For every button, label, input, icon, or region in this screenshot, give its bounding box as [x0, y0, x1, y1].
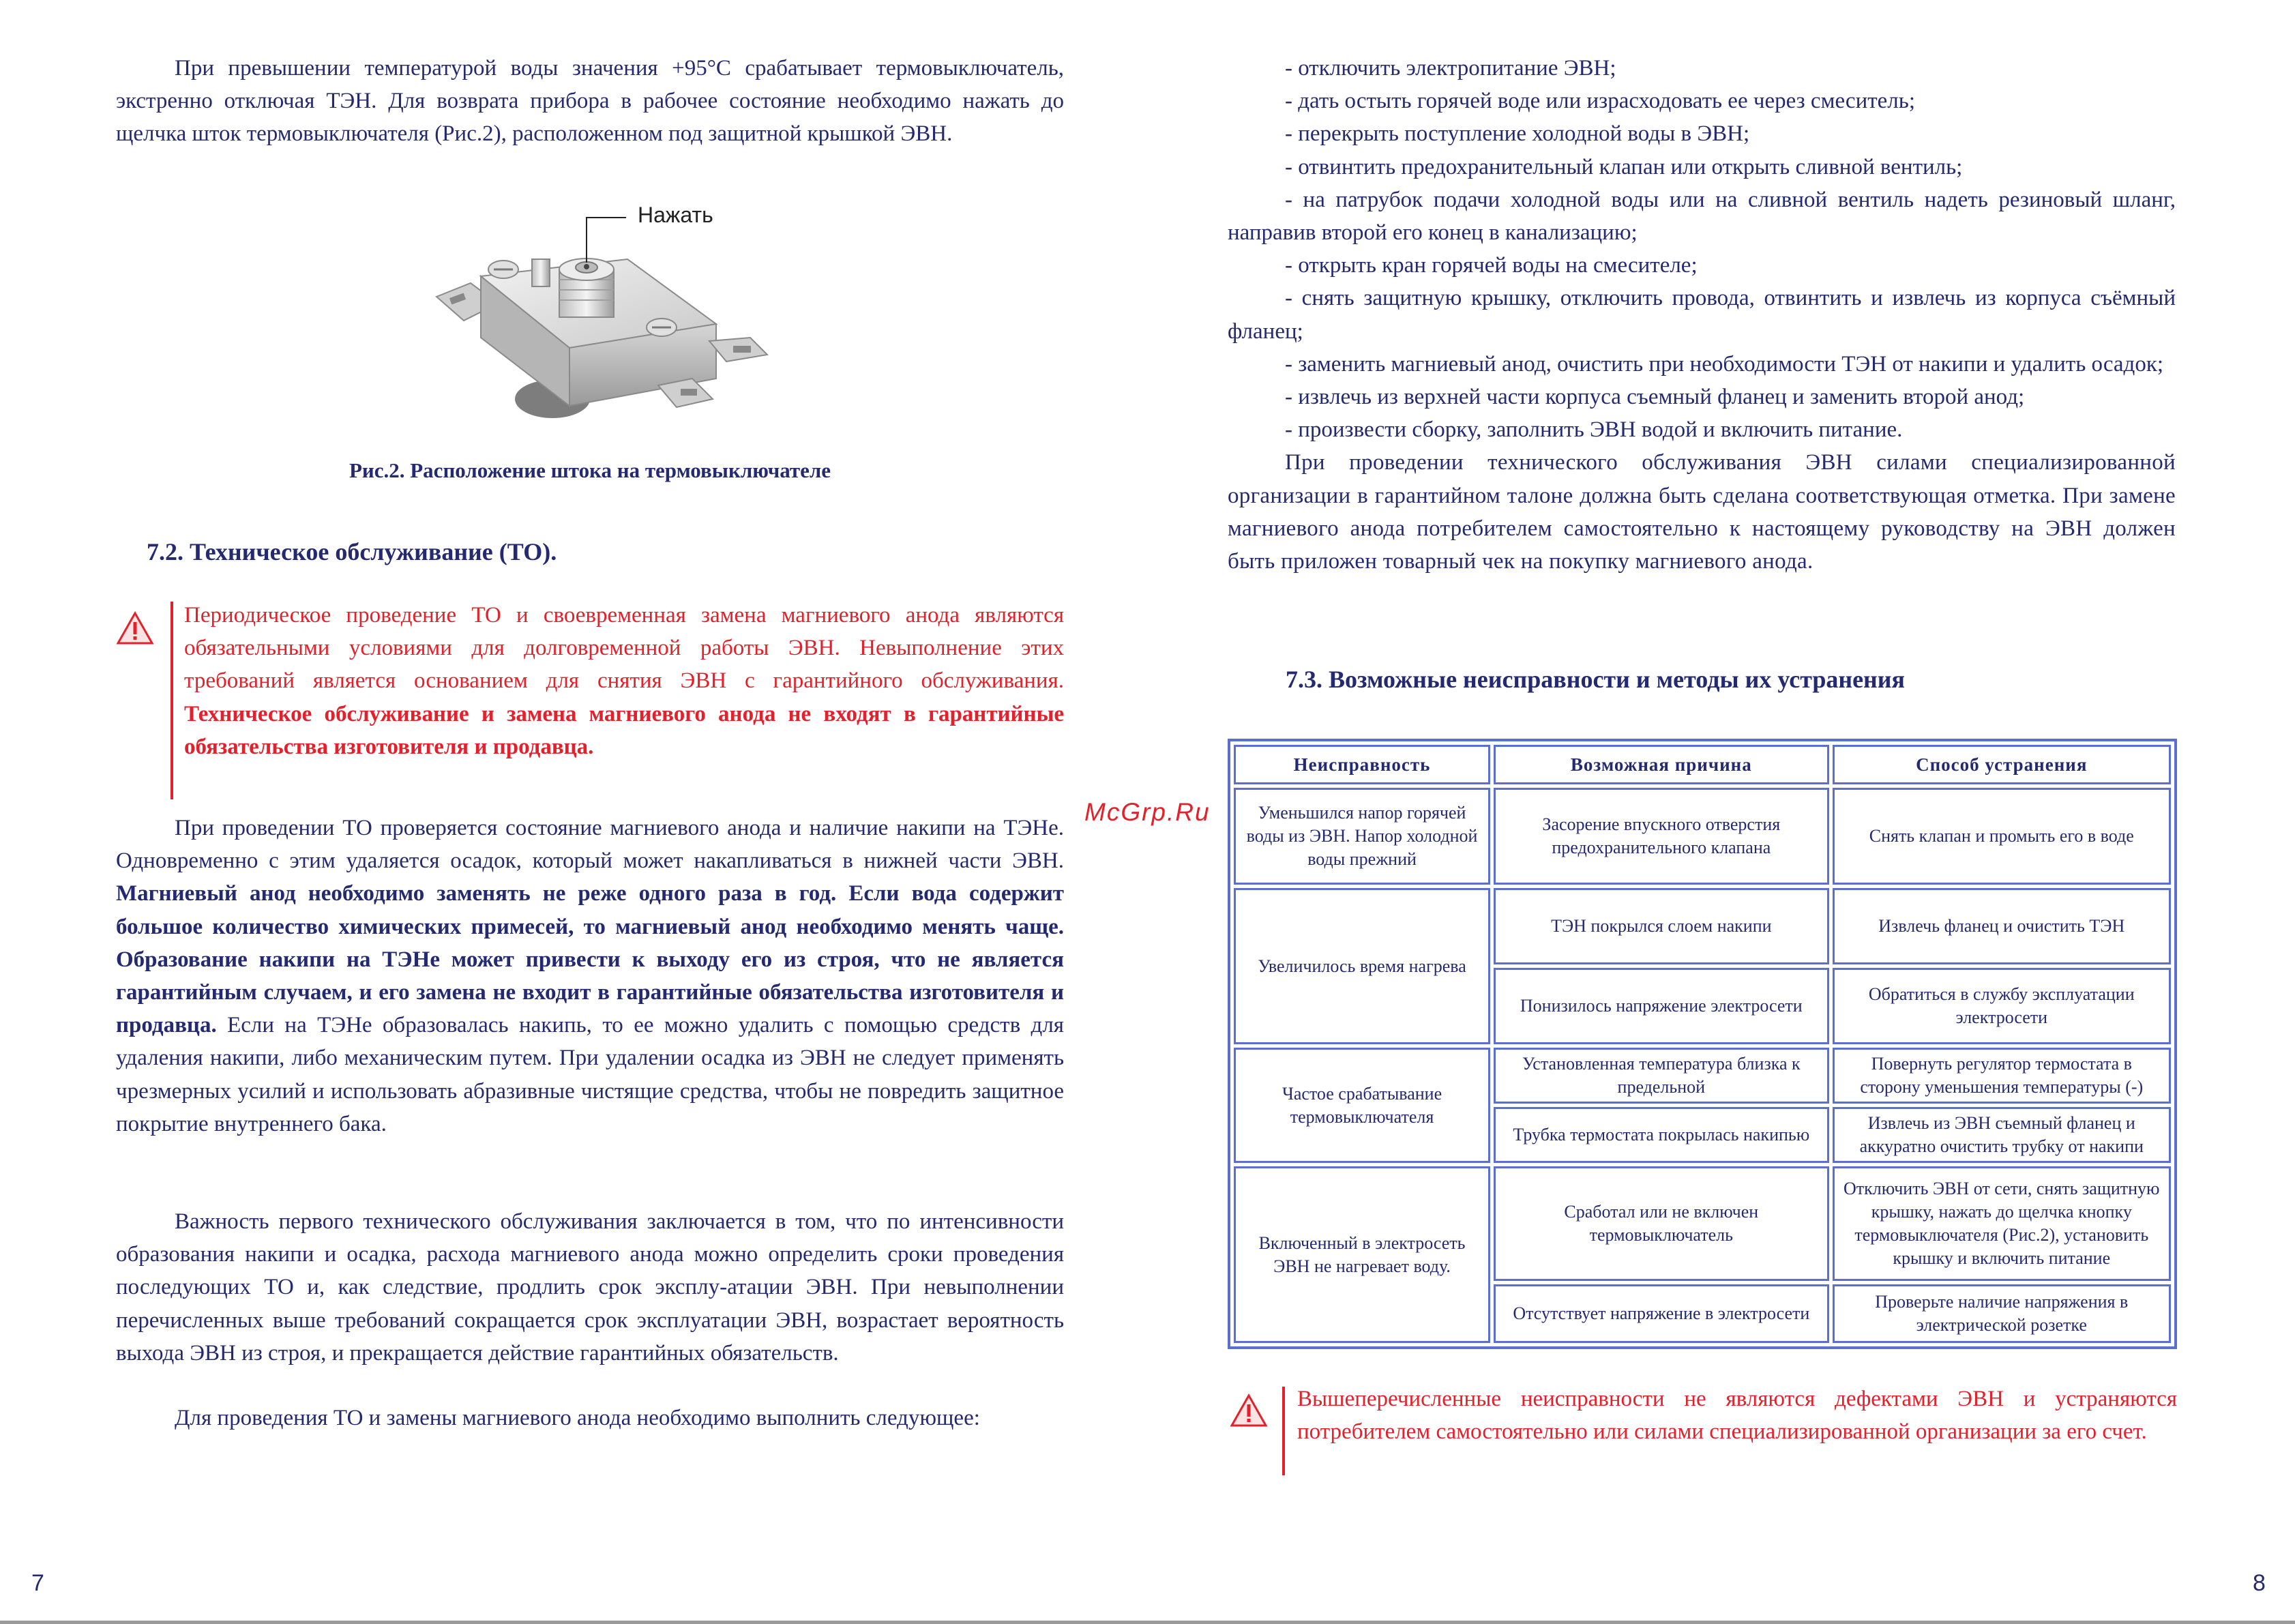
table-cell-cause: Сработал или не включен термовыключатель — [1494, 1166, 1828, 1281]
maintenance-text-b: Если на ТЭНе образовалась накипь, то ее можно удалить с помощью средств для удаления накипи, либо механическим путем. При удалении осадка из ЭВН не следует применять чрезмерных усилий и использовать абразивные чистящие средства, чтобы не повредить защитное покрытие внутреннего бака. — [116, 1013, 1064, 1136]
intro-paragraph: При превышении температурой воды значения +95°С срабатывает термовыключатель, экстренно отключая ТЭН. Для возврата прибора в рабочее состояние необходимо нажать до щелчка шток термовыключателя (Рис.2), расположенном под защитной крышкой ЭВН. — [116, 56, 1064, 147]
table-cell-cause: Трубка термостата покрылась накипью — [1494, 1107, 1828, 1163]
step-item: - отключить электропитание ЭВН; — [1285, 56, 1616, 80]
maintenance-bold-text: Магниевый анод необходимо заменять не реже одного раза в год. Если вода содержит большое количество химических примесей, то магниевый анод необходимо менять чаще. Образование накипи на ТЭНе может привести к выходу его из строя, что не является гарантийным случаем, и его замена не входит в гарантийные обязательства изготовителя и продавца. — [116, 881, 1064, 1038]
table-row — [1234, 788, 2171, 885]
bottom-divider — [0, 1621, 2295, 1624]
warning-triangle-icon — [116, 611, 154, 649]
procedure-intro-paragraph: Для проведения ТО и замены магниевого анода необходимо выполнить следующее: — [175, 1406, 980, 1430]
thermostat-switch-icon — [423, 194, 778, 454]
press-callout-label: Нажать — [638, 203, 713, 227]
table-header-fix: Способ устранения — [1833, 745, 2171, 784]
step-item: - на патрубок подачи холодной воды или на сливной вентиль надеть резиновый шланг, направив второй его конец в канализацию; — [1228, 187, 2176, 246]
step-item: - открыть кран горячей воды на смесителе; — [1285, 253, 1698, 278]
warning-triangle-icon — [1230, 1393, 1268, 1431]
first-service-paragraph: Важность первого технического обслуживания заключается в том, что по интенсивности образования накипи и осадка, расхода магниевого анода можно определить сроки проведения последующих ТО и, как следствие, продлить срок эксплу-атации ЭВН. При невыполнении перечисленных выше требований сокращается срок эксплуатации ЭВН, возрастает вероятность выхода ЭВН из строя, и прекращается действие гарантийных обязательств. — [116, 1209, 1064, 1365]
page-number-left: 7 — [31, 1570, 44, 1596]
step-item: - отвинтить предохранительный клапан или открыть сливной вентиль; — [1285, 154, 1963, 179]
faults-warning-text: Вышеперечисленные неисправности не являются дефектами ЭВН и устраняются потребителем самостоятельно или силами специализированной организации за его счет. — [1297, 1387, 2177, 1445]
table-cell-fix: Извлечь фланец и очистить ТЭН — [1833, 888, 2171, 964]
table-cell-cause: Установленная температура близка к предельной — [1494, 1048, 1828, 1104]
maintenance-text-a: При проведении ТО проверяется состояние магниевого анода и наличие накипи на ТЭНе. Одновременно с этим удаляется осадок, который может накапливаться в нижней части ЭВН. — [116, 816, 1064, 874]
step-item: - заменить магниевый анод, очистить при необходимости ТЭН от накипи и удалить осадок; — [1285, 351, 2164, 377]
faults-table — [1228, 739, 2177, 1349]
table-row — [1234, 888, 2171, 964]
table-cell-fault: Увеличилось время нагрева — [1234, 888, 1490, 1044]
maintenance-paragraph — [116, 812, 1064, 1140]
table-cell-cause: ТЭН покрылся слоем накипи — [1494, 888, 1828, 964]
page-number-right: 8 — [2253, 1570, 2266, 1596]
table-cell-fault: Уменьшился напор горячей воды из ЭВН. Напор холодной воды прежний — [1234, 788, 1490, 885]
table-cell-fix: Повернуть регулятор термостата в сторону уменьшения температуры (-) — [1833, 1048, 2171, 1104]
table-cell-fault: Частое срабатывание термовыключателя — [1234, 1048, 1490, 1163]
step-item: - перекрыть поступление холодной воды в ЭВН; — [1285, 121, 1750, 147]
steps-list — [1228, 52, 2176, 578]
table-cell-fault: Включенный в электросеть ЭВН не нагревает воду. — [1234, 1166, 1490, 1343]
section-7-3-heading: 7.3. Возможные неисправности и методы их устранения — [1286, 666, 1906, 693]
table-cell-fix: Обратиться в службу эксплуатации электросети — [1833, 968, 2171, 1044]
table-cell-cause: Отсутствует напряжение в электросети — [1494, 1284, 1828, 1343]
table-cell-cause: Понизилось напряжение электросети — [1494, 968, 1828, 1044]
warning-text — [184, 599, 1064, 763]
table-cell-fix: Извлечь из ЭВН съемный фланец и аккуратно очистить трубку от накипи — [1833, 1107, 2171, 1163]
warning-normal-text: Периодическое проведение ТО и своевременная замена магниевого анода являются обязательными условиями для долговременной работы ЭВН. Невыполнение этих требований является основанием для снятия ЭВН с гарантийного обслуживания. — [184, 603, 1064, 694]
table-cell-fix: Снять клапан и промыть его в воде — [1833, 788, 2171, 885]
service-record-paragraph: При проведении технического обслуживания ЭВН силами специализированной организации в гарантийном талоне должна быть сделана соответствующая отметка. При замене магниевого анода потребителем самостоятельно к настоящему руководству на ЭВН должен быть приложен товарный чек на покупку магниевого анода. — [1228, 450, 2176, 574]
table-header-cause: Возможная причина — [1494, 745, 1828, 784]
step-item: - снять защитную крышку, отключить провода, отвинтить и извлечь из корпуса съёмный фланец; — [1228, 286, 2176, 344]
figure-caption: Рис.2. Расположение штока на термовыключателе — [349, 458, 831, 482]
section-7-2-heading: 7.2. Техническое обслуживание (ТО). — [147, 538, 557, 565]
table-header-row — [1234, 745, 2171, 784]
thermostat-figure — [423, 194, 778, 454]
table-cell-cause: Засорение впускного отверстия предохранительного клапана — [1494, 788, 1828, 885]
faults-table-wrapper — [1228, 739, 2177, 1349]
table-row — [1234, 1048, 2171, 1104]
table-row — [1234, 1166, 2171, 1281]
table-header-fault: Неисправность — [1234, 745, 1490, 784]
warning-bold-text: Техническое обслуживание и замена магниевого анода не входят в гарантийные обязательства изготовителя и продавца. — [184, 701, 1064, 759]
warning-bar — [171, 602, 173, 799]
watermark: McGrp.Ru — [1084, 798, 1211, 826]
step-item: - дать остыть горячей воде или израсходовать ее через смеситель; — [1285, 89, 1915, 114]
table-cell-fix: Проверьте наличие напряжения в электрической розетке — [1833, 1284, 2171, 1343]
table-cell-fix: Отключить ЭВН от сети, снять защитную крышку, нажать до щелчка кнопку термовыключателя (Рис.2), установить крышку и включить питание — [1833, 1166, 2171, 1281]
step-item: - произвести сборку, заполнить ЭВН водой и включить питание. — [1285, 417, 1903, 443]
warning-bar — [1282, 1387, 1285, 1475]
step-item: - извлечь из верхней части корпуса съемный фланец и заменить второй анод; — [1285, 385, 2025, 410]
